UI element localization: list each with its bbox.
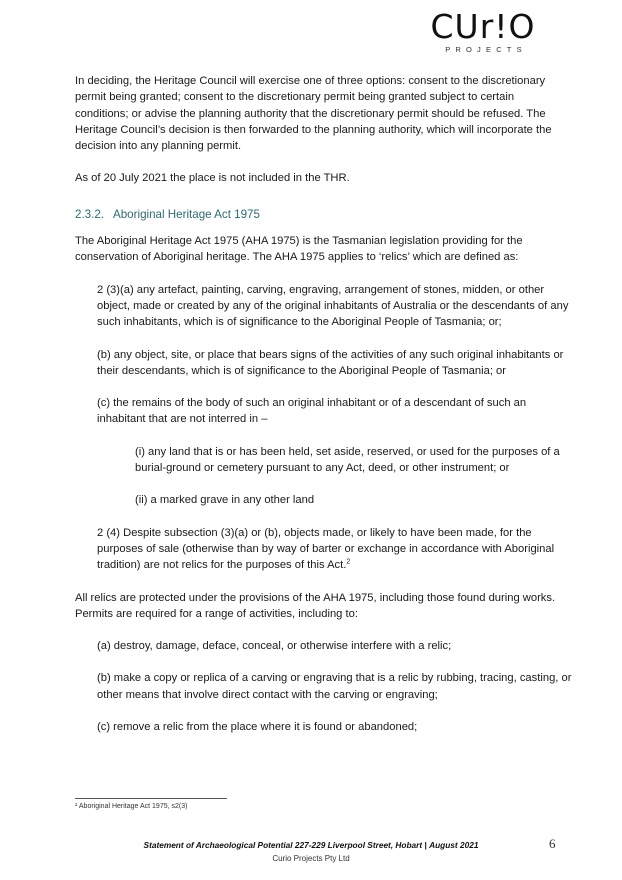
quote-definition-c: (c) the remains of the body of such an original inhabitant or of a descendant of such an inhabitant that are not interred in – [97,397,527,426]
paragraph-heritage-council: In deciding, the Heritage Council will exercise one of three options: consent to the discretionary permit being granted; consent to the discretionary permit being granted subject to certain conditions; or advise the planning authority that the discretionary permit should be refused. The Heritage Council’s decision is then forwarded to the planning authority, which will incorporate the decision into any planning permit. [75,75,552,153]
quote-subsection-4-text: 2 (4) Despite subsection (3)(a) or (b), objects made, or likely to have been made, for the purposes of sale (otherwise than by way of barter or exchange in accordance with Aboriginal tradition) are not relics for the purposes of this Act. [97,526,555,572]
quote-definition-b: (b) any object, site, or place that bears signs of the activities of any such original inhabitants or their descendants, which is of significance to the Aboriginal People of Tasmania; or [97,348,564,377]
quote-definition-c-i: (i) any land that is or has been held, set aside, reserved, or used for the purposes of a burial-ground or cemetery pursuant to any Act, deed, or other instrument; or [135,445,560,475]
paragraph-aha-intro: The Aboriginal Heritage Act 1975 (AHA 1975) is the Tasmanian legislation providing for the conservation of Aboriginal heritage. The AHA 1975 applies to ‘relics’ which are defined as: [75,235,523,264]
footnote: ² Aboriginal Heritage Act 1975, s2(3) [75,803,188,810]
curio-logo [428,7,538,54]
section-heading [75,207,565,223]
section-title: Aboriginal Heritage Act 1975 [113,207,260,221]
page-body [75,73,572,735]
quote-definition-c-ii: (ii) a marked grave in any other land [135,494,315,507]
footer-company: Curio Projects Pty Ltd [272,854,350,863]
footnote-divider [75,798,227,799]
list-item-b: (b) make a copy or replica of a carving or engraving that is a relic by rubbing, tracing, casting, or other means that involve direct contact with the carving or engraving; [97,672,572,701]
footer-separator: | [422,840,430,850]
section-number: 2.3.2. [75,207,105,221]
list-item-c: (c) remove a relic from the place where it is found or abandoned; [97,721,418,734]
quote-definition-a: 2 (3)(a) any artefact, painting, carving, engraving, arrangement of stones, midden, or other object, made or created by any of the original inhabitants of Australia or the descendants of any such inhabitants, which is of significance to the Aboriginal People of Tasmania; or; [97,283,569,329]
footer-title-text: Statement of Archaeological Potential 227-229 Liverpool Street, Hobart [143,840,423,850]
logo-subtitle: PROJECTS [445,45,527,54]
page-footer [0,840,622,863]
footnote-ref[interactable]: 2 [346,558,351,566]
paragraph-permits: All relics are protected under the provisions of the AHA 1975, including those found during works. Permits are required for a range of activities, including to: [75,591,556,620]
paragraph-thr-status: As of 20 July 2021 the place is not included in the THR. [75,172,350,185]
page-number: 6 [549,836,556,851]
quote-subsection-4 [97,525,575,574]
footer-document-title [0,840,622,850]
list-item-a: (a) destroy, damage, deface, conceal, or otherwise interfere with a relic; [97,640,452,653]
footer-date: August 2021 [429,840,479,850]
logo-wordmark: CUr!O [430,7,536,46]
